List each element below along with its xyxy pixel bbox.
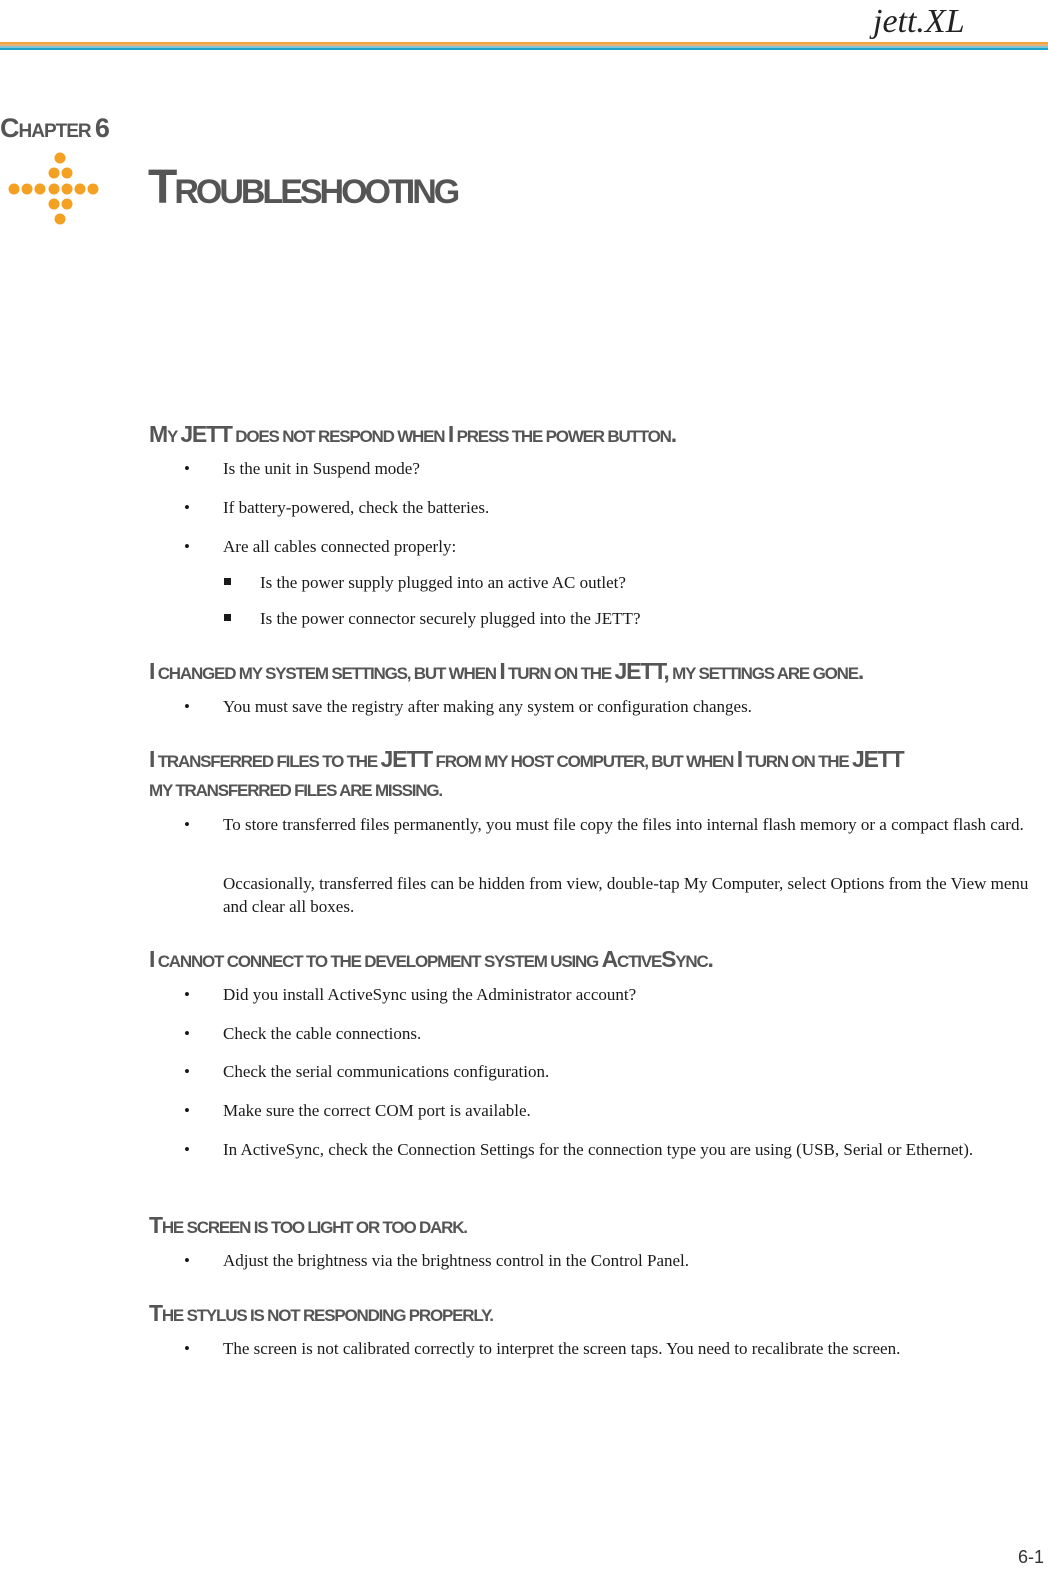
bullet: •	[184, 537, 190, 556]
bullet: •	[184, 498, 190, 517]
logo-text: jett.XL	[873, 3, 965, 40]
list-item: Check the serial communications configuration.	[223, 1062, 550, 1081]
sub-list-item: Is the power connector securely plugged into the JETT?	[260, 609, 641, 628]
list-item: The screen is not calibrated correctly to interpret the screen taps. You need to recalibrate the screen.	[223, 1339, 901, 1358]
bullet: •	[184, 1140, 190, 1159]
section-heading-settings: I CHANGED MY SYSTEM SETTINGS, BUT WHEN I TURN ON THE JETT, MY SETTINGS ARE GONE.	[149, 658, 864, 684]
square-bullet	[224, 614, 231, 621]
dot	[62, 168, 73, 179]
square-bullet	[224, 578, 231, 585]
list-item: If battery-powered, check the batteries.	[223, 498, 490, 517]
bullet: •	[184, 697, 190, 716]
bullet: •	[184, 1101, 190, 1120]
section-heading-activesync: I CANNOT CONNECT TO THE DEVELOPMENT SYSTEM USING ACTIVESYNC.	[149, 946, 713, 972]
paragraph: Occasionally, transferred files can be hidden from view, double-tap My Computer, select Options from the View menu and clear all boxes.	[223, 874, 1029, 916]
section-heading-stylus: THE STYLUS IS NOT RESPONDING PROPERLY.	[149, 1300, 493, 1326]
dot	[49, 199, 60, 210]
bullet: •	[184, 1339, 190, 1358]
page-title: TROUBLESHOOTING	[148, 161, 458, 214]
list-item: Is the unit in Suspend mode?	[223, 459, 420, 478]
dot-cross-icon	[8, 152, 100, 228]
dot	[35, 184, 46, 195]
list-item: Make sure the correct COM port is available.	[223, 1101, 531, 1120]
list-item: Are all cables connected properly:	[223, 537, 457, 556]
section-heading-files: I TRANSFERRED FILES TO THE JETT FROM MY HOST COMPUTER, BUT WHEN I TURN ON THE JETT	[149, 746, 904, 772]
header-rule-line	[0, 48, 1048, 50]
chapter-label: CHAPTER 6	[0, 113, 109, 143]
list-item: Check the cable connections.	[223, 1024, 422, 1043]
dot	[49, 184, 60, 195]
dot	[55, 153, 66, 164]
bullet: •	[184, 815, 190, 834]
dot	[49, 168, 60, 179]
list-item: You must save the registry after making any system or configuration changes.	[223, 697, 752, 716]
dot	[62, 199, 73, 210]
dot	[55, 214, 66, 225]
dot	[75, 184, 86, 195]
section-heading-screen: THE SCREEN IS TOO LIGHT OR TOO DARK.	[149, 1212, 467, 1238]
section-heading-files-line2: MY TRANSFERRED FILES ARE MISSING.	[149, 781, 442, 800]
dot	[9, 184, 20, 195]
bullet: •	[184, 1062, 190, 1081]
bullet: •	[184, 459, 190, 478]
bullet: •	[184, 1251, 190, 1270]
section-heading-power: MY JETT DOES NOT RESPOND WHEN I PRESS THE POWER BUTTON.	[149, 421, 676, 447]
dot	[88, 184, 99, 195]
jett-xl-logo	[863, 0, 1048, 42]
list-item: Did you install ActiveSync using the Administrator account?	[223, 985, 637, 1004]
header-rule	[0, 42, 1048, 50]
bullet: •	[184, 985, 190, 1004]
list-item: In ActiveSync, check the Connection Settings for the connection type you are using (USB, Serial or Ethernet).	[223, 1140, 974, 1159]
sub-list-item: Is the power supply plugged into an active AC outlet?	[260, 573, 626, 592]
list-item: Adjust the brightness via the brightness control in the Control Panel.	[223, 1251, 690, 1270]
bullet: •	[184, 1024, 190, 1043]
list-item: To store transferred files permanently, you must file copy the files into internal flash memory or a compact flash card.	[223, 815, 1024, 834]
page-number: 6-1	[1017, 1547, 1044, 1567]
dot	[62, 184, 73, 195]
dot	[22, 184, 33, 195]
